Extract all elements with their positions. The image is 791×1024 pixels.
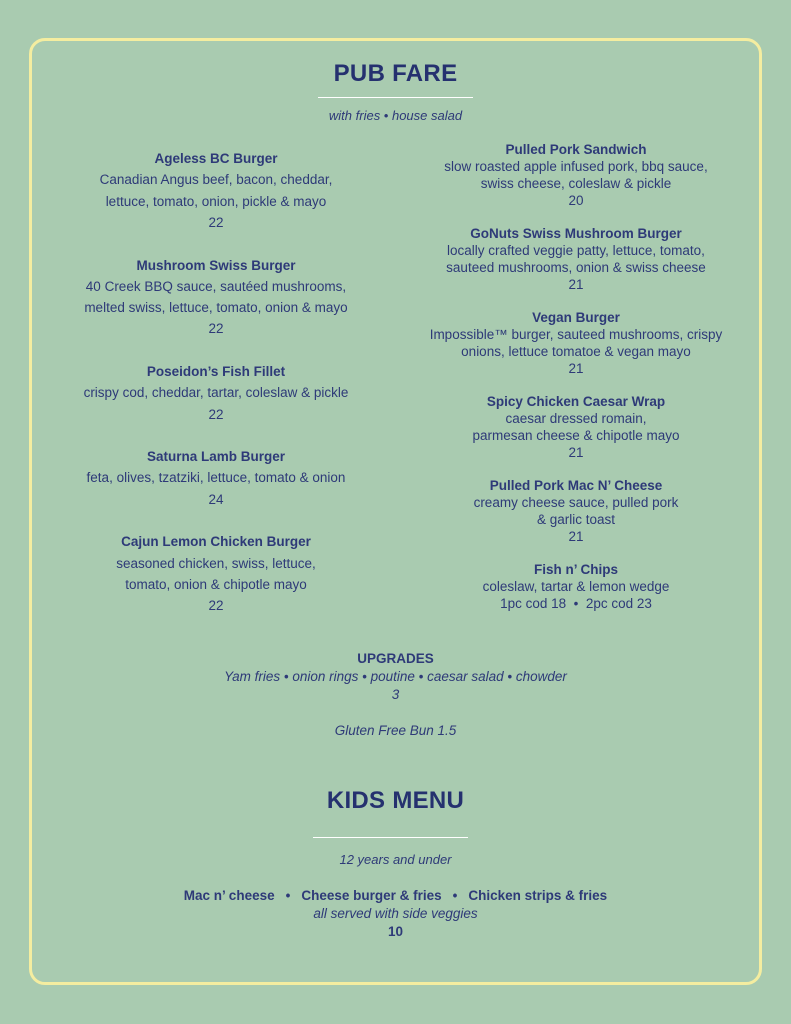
kids-menu-subtitle: 12 years and under [339, 852, 452, 867]
menu-item-description: slow roasted apple infused pork, bbq sauce, [444, 159, 708, 174]
menu-item-description: Impossible™ burger, sauteed mushrooms, crispy [429, 327, 723, 342]
menu-item-description: onions, lettuce tomatoe & vegan mayo [461, 344, 691, 359]
menu-item-description: locally crafted veggie patty, lettuce, tomato, [447, 243, 705, 258]
menu-item [418, 477, 734, 561]
menu-item [60, 255, 372, 362]
menu-item-description: crispy cod, cheddar, tartar, coleslaw & pickle [83, 385, 349, 401]
menu-item-price: 21 [568, 529, 584, 544]
kids-menu-title: KIDS MENU [326, 787, 465, 814]
menu-item-name: Mushroom Swiss Burger [136, 257, 296, 273]
menu-item-description: creamy cheese sauce, pulled pork [473, 495, 679, 510]
menu-item-price: 1pc cod 18 • 2pc cod 23 [500, 596, 652, 611]
menu-item [418, 393, 734, 477]
separator-dot: • [452, 888, 458, 903]
kids-menu-note: all served with side veggies [313, 906, 478, 921]
menu-item-price: 21 [568, 277, 584, 292]
menu-item-name: Pulled Pork Mac N’ Cheese [489, 478, 663, 493]
menu-item-name: Ageless BC Burger [154, 151, 278, 166]
kids-item: Cheese burger & fries [301, 888, 442, 903]
kids-menu-price: 10 [387, 924, 404, 939]
menu-item [418, 225, 734, 309]
pub-fare-title: PUB FARE [333, 60, 458, 87]
menu-item-description: tomato, onion & chipotle mayo [125, 576, 307, 592]
gluten-free-option: Gluten Free Bun 1.5 [334, 723, 457, 738]
menu-item-description: 40 Creek BBQ sauce, sautéed mushrooms, [85, 278, 347, 294]
kids-item: Mac n’ cheese [183, 888, 275, 903]
menu-item-description: sauteed mushrooms, onion & swiss cheese [446, 260, 706, 275]
menu-item [60, 361, 372, 446]
menu-item-description: coleslaw, tartar & lemon wedge [482, 579, 670, 594]
menu-item [418, 309, 734, 393]
kids-menu-divider [313, 837, 468, 838]
left-menu-column [60, 148, 372, 638]
menu-item-name: Saturna Lamb Burger [146, 449, 286, 465]
menu-item-description: Canadian Angus beef, bacon, cheddar, [99, 172, 333, 188]
menu-item-name: GoNuts Swiss Mushroom Burger [470, 226, 682, 241]
pub-fare-divider [318, 97, 473, 98]
menu-item [418, 141, 734, 225]
menu-item-name: Vegan Burger [532, 310, 620, 325]
menu-item-price: 20 [568, 193, 584, 208]
menu-item [60, 531, 372, 638]
menu-item-price: 21 [568, 361, 584, 376]
kids-item: Chicken strips & fries [468, 888, 608, 903]
menu-item-description: feta, olives, tzatziki, lettuce, tomato & onion [86, 470, 346, 486]
upgrades-title: UPGRADES [357, 651, 434, 666]
kids-menu-section [0, 887, 791, 941]
menu-item [60, 446, 372, 531]
menu-item-name: Fish n’ Chips [533, 562, 618, 577]
menu-item-description: melted swiss, lettuce, tomato, onion & mayo [84, 300, 348, 316]
upgrades-options: Yam fries • onion rings • poutine • caesar salad • chowder [224, 669, 567, 684]
menu-item [60, 148, 372, 255]
menu-item-price: 21 [568, 445, 584, 460]
menu-item-price: 22 [208, 598, 224, 614]
menu-item-description: seasoned chicken, swiss, lettuce, [116, 555, 316, 571]
menu-item-price: 24 [208, 491, 224, 507]
menu-item-price: 22 [208, 321, 224, 337]
menu-item-description: parmesan cheese & chipotle mayo [472, 428, 680, 443]
kids-menu-items [0, 887, 791, 905]
right-menu-column [418, 141, 734, 645]
menu-item-name: Poseidon’s Fish Fillet [146, 364, 286, 379]
menu-item-description: & garlic toast [536, 512, 616, 527]
menu-item-name: Cajun Lemon Chicken Burger [121, 534, 311, 550]
menu-item-name: Spicy Chicken Caesar Wrap [486, 394, 666, 409]
pub-fare-subtitle: with fries • house salad [328, 108, 463, 123]
menu-item-description: lettuce, tomato, onion, pickle & mayo [105, 193, 327, 209]
separator-dot: • [285, 888, 291, 903]
menu-item-description: caesar dressed romain, [505, 411, 647, 426]
upgrades-price: 3 [391, 687, 400, 702]
menu-item-description: swiss cheese, coleslaw & pickle [480, 176, 672, 191]
menu-item-price: 22 [208, 406, 224, 422]
menu-item-name: Pulled Pork Sandwich [505, 142, 647, 157]
menu-item-price: 22 [208, 214, 224, 230]
menu-item [418, 561, 734, 645]
upgrades-section [0, 650, 791, 704]
